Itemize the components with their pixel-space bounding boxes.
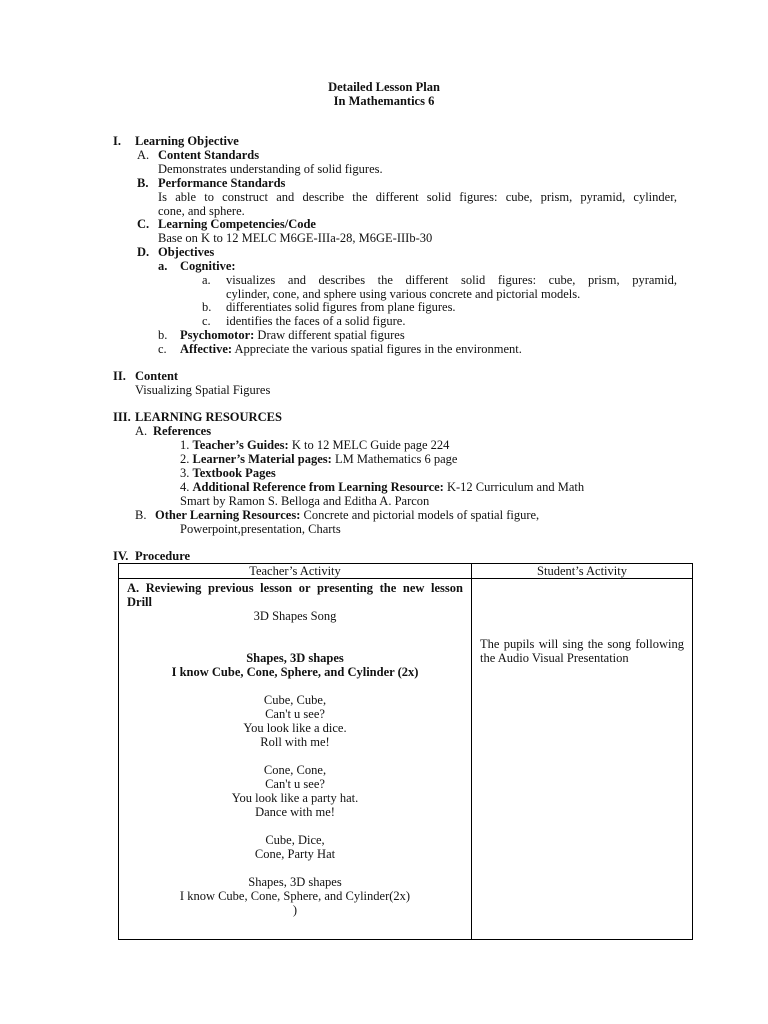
verse-line: Roll with me!	[260, 735, 330, 749]
competencies-text: Base on K to 12 MELC M6GE-IIIa-28, M6GE-IIIb-30	[158, 231, 433, 245]
document-subtitle: In Mathemantics 6	[333, 94, 435, 108]
content-standards-text: Demonstrates understanding of solid figures.	[158, 162, 383, 176]
item-letter: B.	[135, 508, 147, 522]
cognitive-heading: Cognitive:	[180, 259, 236, 273]
cognitive-item: identifies the faces of a solid figure.	[226, 314, 406, 328]
reference-text: K-12 Curriculum and Math	[443, 480, 585, 494]
performance-standards-heading: Performance Standards	[158, 176, 286, 190]
sub-letter: c.	[158, 342, 167, 356]
reference-item	[180, 438, 449, 452]
reference-item	[180, 480, 584, 494]
affective-text: Appreciate the various spatial figures in the environment.	[232, 342, 522, 356]
sub-sub-letter: a.	[202, 273, 211, 287]
outro-line: )	[292, 903, 298, 917]
student-activity-header: Student’s Activity	[472, 564, 693, 579]
other-resources-heading: Other Learning Resources:	[155, 508, 301, 522]
outro-line: Shapes, 3D shapes	[248, 875, 342, 889]
reference-text: LM Mathematics 6 page	[331, 452, 458, 466]
section-numeral: II.	[113, 369, 126, 383]
reference-num: 3.	[180, 466, 190, 480]
section-heading: Content	[135, 369, 179, 383]
reference-continuation: Smart by Ramon S. Belloga and Editha A. Parcon	[180, 494, 430, 508]
song-title: 3D Shapes Song	[253, 609, 337, 623]
performance-standards-line: Is able to construct and describe the different solid figures: cube, prism, pyramid, cylinder,	[158, 190, 677, 204]
reference-label: Additional Reference from Learning Resource:	[192, 480, 444, 494]
sub-letter: b.	[158, 328, 168, 342]
performance-standards-line: cone, and sphere.	[158, 204, 245, 218]
verse-line: You look like a dice.	[243, 721, 347, 735]
section-numeral: III.	[113, 410, 131, 424]
reference-num: 2.	[180, 452, 190, 466]
chorus-line: I know Cube, Cone, Sphere, and Cylinder (2x)	[171, 665, 419, 679]
student-activity-cell	[472, 579, 693, 940]
section-heading: Learning Objective	[135, 134, 239, 148]
outro-line: I know Cube, Cone, Sphere, and Cylinder(2x)	[179, 889, 411, 903]
item-letter: C.	[137, 217, 150, 231]
verse-line: Can't u see?	[265, 707, 325, 721]
other-resources-line	[155, 508, 539, 522]
reference-label: Textbook Pages	[192, 466, 276, 480]
item-letter: D.	[137, 245, 150, 259]
reference-label: Learner’s Material pages:	[192, 452, 332, 466]
verse-line: Cube, Dice,	[265, 833, 325, 847]
psychomotor-text: Draw different spatial figures	[254, 328, 405, 342]
cognitive-item: cylinder, cone, and sphere using various concrete and pictorial models.	[226, 287, 581, 301]
teacher-activity-cell	[119, 579, 472, 940]
teacher-activity-header: Teacher’s Activity	[119, 564, 472, 579]
drill-label: Drill	[127, 595, 152, 609]
reference-num: 4.	[180, 480, 190, 494]
reference-text: K to 12 MELC Guide page 224	[288, 438, 450, 452]
reference-item	[180, 466, 276, 480]
other-resources-text: Concrete and pictorial models of spatial figure,	[300, 508, 540, 522]
reference-item	[180, 452, 457, 466]
reference-num: 1.	[180, 438, 190, 452]
content-text: Visualizing Spatial Figures	[135, 383, 271, 397]
sub-sub-letter: c.	[202, 314, 211, 328]
sub-sub-letter: b.	[202, 300, 212, 314]
content-standards-heading: Content Standards	[158, 148, 260, 162]
chorus-line: Shapes, 3D shapes	[246, 651, 344, 665]
affective-heading: Affective:	[180, 342, 233, 356]
section-numeral: IV.	[113, 549, 129, 563]
item-letter: A.	[137, 148, 150, 162]
cognitive-item: visualizes and describes the different solid figures: cube, prism, pyramid,	[226, 273, 677, 287]
reference-label: Teacher’s Guides:	[192, 438, 289, 452]
references-heading: References	[153, 424, 212, 438]
section-numeral: I.	[113, 134, 121, 148]
verse-line: Can't u see?	[265, 777, 325, 791]
document-title: Detailed Lesson Plan	[328, 80, 440, 94]
verse-line: Cone, Cone,	[263, 763, 327, 777]
song-block	[127, 609, 463, 917]
verse-line: Cone, Party Hat	[254, 847, 336, 861]
affective-line	[180, 342, 522, 356]
verse-line: Dance with me!	[255, 805, 335, 819]
step-title: A. Reviewing previous lesson or presenting the new lesson	[127, 581, 463, 595]
section-heading: Procedure	[135, 549, 191, 563]
procedure-table	[118, 563, 693, 940]
verse-line: You look like a party hat.	[231, 791, 359, 805]
psychomotor-line	[180, 328, 405, 342]
objectives-heading: Objectives	[158, 245, 215, 259]
item-letter: A.	[135, 424, 148, 438]
competencies-heading: Learning Competencies/Code	[158, 217, 316, 231]
item-letter: B.	[137, 176, 149, 190]
sub-letter: a.	[158, 259, 168, 273]
psychomotor-heading: Psychomotor:	[180, 328, 255, 342]
section-heading: LEARNING RESOURCES	[135, 410, 282, 424]
verse-line: Cube, Cube,	[263, 693, 327, 707]
cognitive-item: differentiates solid figures from plane figures.	[226, 300, 456, 314]
other-resources-continuation: Powerpoint,presentation, Charts	[180, 522, 341, 536]
student-activity-text: The pupils will sing the song following the Audio Visual Presentation	[480, 637, 684, 665]
